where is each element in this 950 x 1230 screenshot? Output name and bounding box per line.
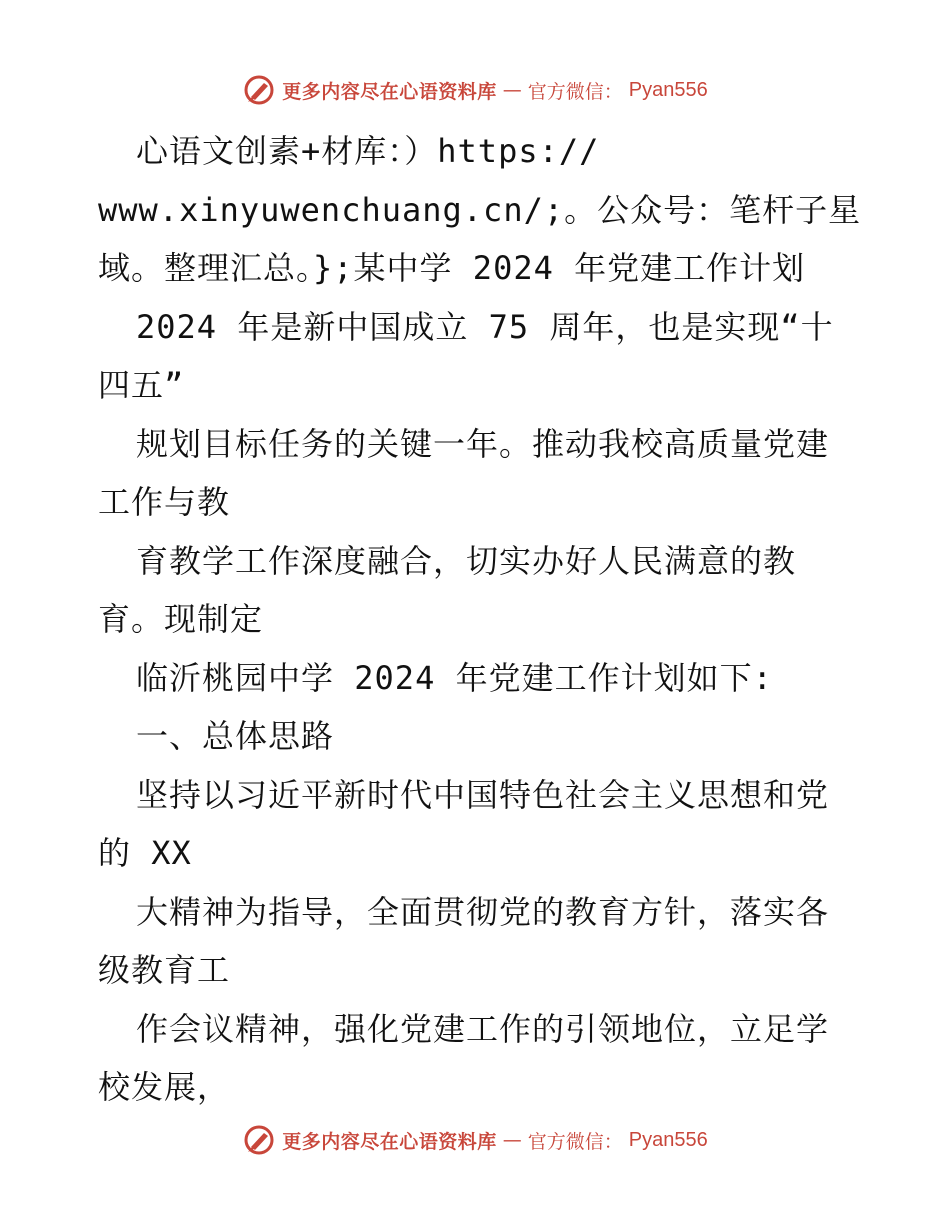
pen-logo-icon [242,1123,276,1157]
body-line: 校发展， [98,1068,231,1106]
header-wechat-id: Pyan556 [628,78,708,101]
footer-wechat-id: Pyan556 [628,1128,708,1151]
body-line: 坚持以习近平新时代中国特色社会主义思想和党 [136,775,830,814]
body-line: www.xinyuwenchuang.cn/;。公众号：笔杆子星 [98,190,862,229]
header-wechat-label: 官方微信： [527,80,623,103]
body-line: 作会议精神，强化党建工作的引领地位，立足学 [136,1009,830,1048]
footer-wechat-label: 官方微信： [527,1130,623,1153]
body-line: 临沂桃园中学 2024 年党建工作计划如下: [136,658,773,697]
body-line: 一、总体思路 [136,717,335,755]
header-banner [0,70,950,110]
footer-dash: — [502,1129,522,1151]
body-line: 育。现制定 [98,600,264,638]
body-line: 域。整理汇总。};某中学 2024 年党建工作计划 [98,249,806,287]
footer-banner [0,1120,950,1160]
body-line: 2024 年是新中国成立 75 周年，也是实现“十 [136,307,834,346]
header-dash: — [502,79,522,101]
body-line: 规划目标任务的关键一年。推动我校高质量党建 [136,424,830,463]
body-line: 级教育工 [98,951,231,989]
body-line: 工作与教 [98,483,231,521]
document-body [98,122,868,1117]
header-brand-text: 更多内容尽在心语资料库 [282,80,497,103]
body-line: 大精神为指导，全面贯彻党的教育方针，落实各 [136,892,830,931]
body-line: 四五” [98,366,185,404]
body-line: 的 XX [98,834,192,872]
body-line: 育教学工作深度融合，切实办好人民满意的教 [136,541,797,580]
body-line: 心语文创素+材库：）https:// [136,132,600,170]
footer-brand-text: 更多内容尽在心语资料库 [282,1130,497,1153]
pen-logo-icon [242,73,276,107]
